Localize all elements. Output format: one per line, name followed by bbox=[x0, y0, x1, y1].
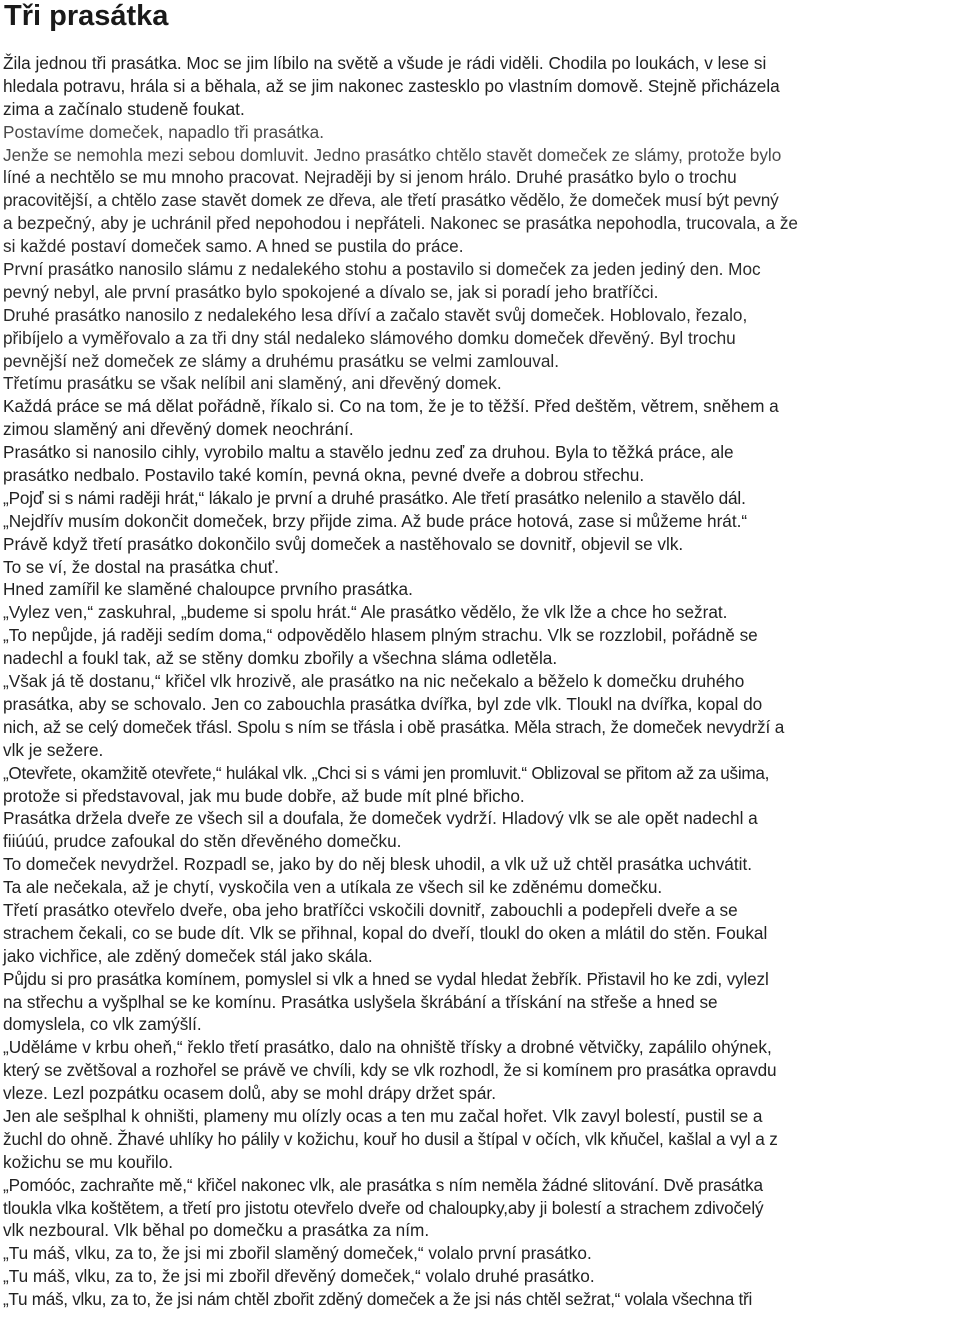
text-line: To domeček nevydržel. Rozpadl se, jako by do něj blesk uhodil, a vlk už už chtěl prasátka uchvátit. bbox=[3, 854, 753, 875]
text-line: „Tu máš, vlku, za to, že jsi mi zbořil dřevěný domeček,“ volalo druhé prasátko. bbox=[3, 1266, 595, 1287]
text-line: vlk nezboural. Vlk běhal po domečku a prasátka za ním. bbox=[3, 1220, 430, 1241]
text-line: protože si představoval, jak mu bude dobře, až bude mít plné břicho. bbox=[3, 785, 525, 806]
text-line: si každé postaví domeček samo. A hned se pustila do práce. bbox=[3, 236, 464, 257]
text-line: a bezpečný, aby je uchránil před nepohodou i nepřáteli. Nakonec se prasátka nepohodla, trucovala, a že bbox=[3, 213, 798, 234]
text-line: zima a začínalo studeně foukat. bbox=[3, 98, 245, 119]
text-line: „To nepůjde, já raději sedím doma,“ odpovědělo hlasem plným strachu. Vlk se rozzlobil, pořádně se bbox=[3, 625, 758, 646]
text-line: Hned zamířil ke slaměné chaloupce prvního prasátka. bbox=[3, 579, 413, 600]
text-line: Jenže se nemohla mezi sebou domluvit. Jedno prasátko chtělo stavět domeček ze slámy, protože bylo bbox=[3, 144, 782, 165]
text-line: Druhé prasátko nanosilo z nedalekého lesa dříví a začalo stavět svůj domeček. Hoblovalo, řezalo, bbox=[3, 304, 748, 325]
text-line: kožichu se mu kouřilo. bbox=[3, 1151, 174, 1172]
text-line: „Nejdřív musím dokončit domeček, brzy přijde zima. Až bude práce hotová, zase si můžeme hrát.“ bbox=[3, 510, 748, 531]
text-line: První prasátko nanosilo slámu z nedalekého stohu a postavilo si domeček za jeden jediný den. Moc bbox=[3, 259, 761, 280]
text-line: „Vylez ven,“ zaskuhral, „budeme si spolu hrát.“ Ale prasátko vědělo, že vlk lže a chce ho sežrat. bbox=[3, 602, 728, 623]
text-line: pevný nebyl, ale první prasátko bylo spokojené a dívalo se, jak si poradí jeho bratříčci. bbox=[3, 281, 659, 302]
text-line: vleze. Lezl pozpátku ocasem dolů, aby se mohl drápy držet spár. bbox=[3, 1083, 496, 1104]
page-title: Tři prasátka bbox=[4, 0, 169, 32]
text-line: pevnější než domeček ze slámy a druhému prasátku se velmi zamlouval. bbox=[3, 350, 559, 371]
text-line: pracovitější, a chtělo zase stavět domek ze dřeva, ale třetí prasátko vědělo, že domeček musí být pevný bbox=[3, 190, 779, 211]
text-line: Žila jednou tři prasátka. Moc se jim líbilo na světě a všude je rádi viděli. Chodila po loukách, v lese si bbox=[3, 53, 767, 73]
text-line: „Tu máš, vlku, za to, že jsi nám chtěl zbořit zděný domeček a že jsi nás chtěl sežrat,“ volala všechna tři bbox=[3, 1289, 752, 1310]
text-line: prasátko nedbalo. Postavilo také komín, pevná okna, pevné dveře a dobrou střechu. bbox=[3, 465, 645, 486]
text-line: Půjdu si pro prasátka komínem, pomyslel si vlk a hned se vydal hledat žebřík. Přistavil ho ke zdi, vylezl bbox=[3, 968, 769, 989]
text-line: „Tu máš, vlku, za to, že jsi mi zbořil slaměný domeček,“ volalo první prasátko. bbox=[3, 1243, 592, 1264]
text-line: fiiúúú, prudce zafoukal do stěn dřevěného domečku. bbox=[3, 831, 402, 852]
text-line: prasátka, aby se schovalo. Jen co zabouchla prasátka dvířka, byl zde vlk. Tloukl na dvířka, kopal do bbox=[3, 693, 763, 714]
text-line: tloukla vlka koštětem, a třetí pro jistotu otevřelo dveře od chaloupky,aby ji bolestí a strachem zdivočelý bbox=[3, 1197, 764, 1218]
story-text bbox=[3, 52, 958, 1311]
text-line: To se ví, že dostal na prasátka chuť. bbox=[3, 556, 279, 577]
text-line: zimou slaměný ani dřevěný domek neochrání. bbox=[3, 419, 354, 440]
text-line: Postavíme domeček, napadlo tři prasátka. bbox=[3, 121, 324, 142]
text-line: vlk je sežere. bbox=[3, 739, 104, 760]
text-line: Jen ale sešplhal k ohništi, plameny mu olízly ocas a ten mu začal hořet. Vlk zavyl bolestí, pustil se a bbox=[3, 1105, 763, 1126]
text-line: Třetímu prasátku se však nelíbil ani slaměný, ani dřevěný domek. bbox=[3, 373, 502, 394]
text-line: „Pomóóc, zachraňte mě,“ křičel nakonec vlk, ale prasátka s ním neměla žádné slitování. Dvě prasátka bbox=[3, 1174, 763, 1195]
text-line: který se zvětšoval a rozhořel se právě ve chvíli, kdy se vlk rozhodl, že si komínem pro prasátka opravdu bbox=[3, 1060, 777, 1081]
text-line: nadechl a foukl tak, až se stěny domku zbořily a všechna sláma odletěla. bbox=[3, 648, 558, 669]
text-line: líné a nechtělo se mu mnoho pracovat. Nejraději by si jenom hrálo. Druhé prasátko bylo o trochu bbox=[3, 167, 737, 188]
text-line: žuchl do ohně. Žhavé uhlíky ho pálily v kožichu, kouř ho dusil a štípal v očích, vlk kňučel, kašlal a vyl a z bbox=[3, 1128, 778, 1149]
text-line: Ta ale nečekala, až je chytí, vyskočila ven a utíkala ze všech sil ke zděnému domečku. bbox=[3, 877, 663, 898]
text-line: „Uděláme v krbu oheň,“ řeklo třetí prasátko, dalo na ohniště třísky a drobné větvičky, zapálilo ohýnek, bbox=[3, 1037, 772, 1058]
text-line: „Však já tě dostanu,“ křičel vlk hrozivě, ale prasátko na nic nečekalo a běželo k domečku druhého bbox=[3, 671, 745, 692]
text-line: „Pojď si s námi raději hrát,“ lákalo je první a druhé prasátko. Ale třetí prasátko nelenilo a stavělo dál. bbox=[3, 487, 746, 508]
text-line: jako vichřice, ale zděný domeček stál jako skála. bbox=[3, 945, 373, 966]
text-line: „Otevřete, okamžitě otevřete,“ hulákal vlk. „Chci si s vámi jen promluvit.“ Oblizoval se přitom až za ušima, bbox=[3, 762, 770, 783]
text-line: přibíjelo a vyměřovalo a za tři dny stál nedaleko slámového domku domeček dřevěný. Byl trochu bbox=[3, 327, 736, 348]
text-line: strachem čekali, co se bude dít. Vlk se přihnal, kopal do dveří, tloukl do oken a mlátil do stěn. Foukal bbox=[3, 922, 768, 943]
text-line: Každá práce se má dělat pořádně, říkalo si. Co na tom, že je to těžší. Před deštěm, větrem, sněhem a bbox=[3, 396, 779, 417]
text-line: nich, až se celý domeček třásl. Spolu s ním se třásla i obě prasátka. Měla strach, že domeček nevydrží a bbox=[3, 716, 785, 737]
text-line: Třetí prasátko otevřelo dveře, oba jeho bratříčci vskočili dovnitř, zabouchli a podepřeli dveře a se bbox=[3, 899, 738, 920]
text-line: domyslela, co vlk zamýšlí. bbox=[3, 1014, 202, 1035]
text-line: hledala potravu, hrála si a běhala, až se jim nakonec zastesklo po vlastním domově. Stejně přicházela bbox=[3, 75, 780, 96]
text-line: Prasátko si nanosilo cihly, vyrobilo maltu a stavělo jednu zeď za druhou. Byla to těžká práce, ale bbox=[3, 442, 734, 463]
text-line: na střechu a vyšplhal se ke komínu. Prasátka uslyšela škrábání a třískání na střeše a hned se bbox=[3, 991, 718, 1012]
text-line: Prasátka držela dveře ze všech sil a doufala, že domeček vydrží. Hladový vlk se ale opět nadechl a bbox=[3, 808, 758, 829]
text-line: Právě když třetí prasátko dokončilo svůj domeček a nastěhovalo se dovnitř, objevil se vlk. bbox=[3, 533, 684, 554]
